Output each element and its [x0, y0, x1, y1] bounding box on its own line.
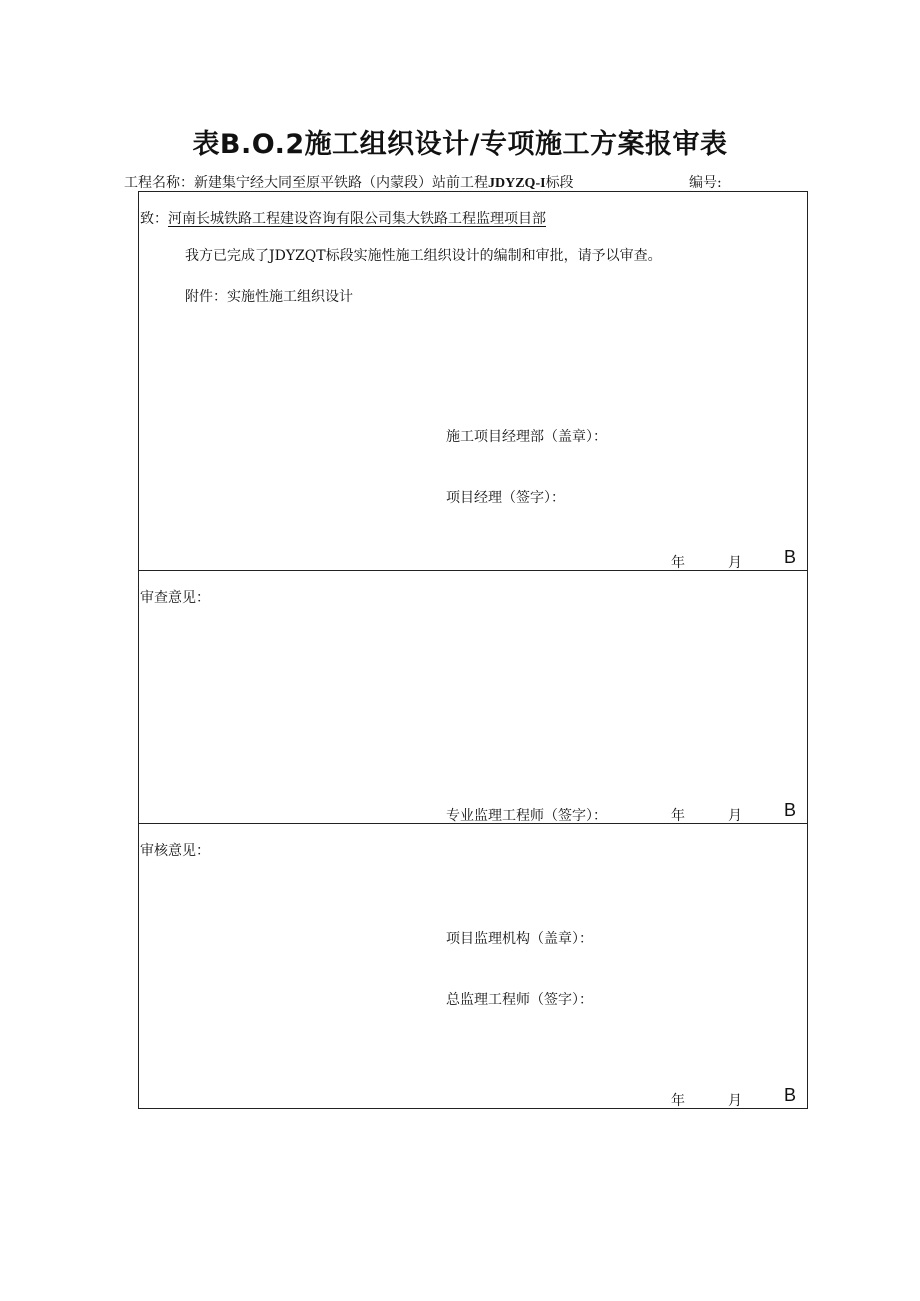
recipient-label: 致：	[140, 211, 168, 227]
project-name-suffix: 标段	[545, 175, 574, 191]
engineer-sign-label: 专业监理工程师（签字）：	[446, 808, 607, 824]
approval-form-table	[138, 191, 808, 1109]
project-name: 新建集宁经大同至原平铁路（内蒙段）站前工程	[194, 175, 488, 191]
org-seal-label: 项目监理机构（盖章）：	[446, 931, 593, 947]
page-title: 表B.O.2施工组织设计/专项施工方案报审表	[192, 129, 728, 160]
audit-opinion-label: 审核意见：	[140, 843, 210, 859]
date-year: 年	[671, 1093, 685, 1109]
manager-sign-label: 项目经理（签字）：	[446, 490, 565, 506]
serial-number-label: 编号:	[689, 175, 722, 191]
date-day: B	[784, 1085, 797, 1105]
dept-seal-label: 施工项目经理部（盖章）：	[446, 429, 607, 445]
audit-section	[139, 824, 807, 1108]
attachment-text: 附件：实施性施工组织设计	[185, 289, 353, 305]
recipient-org: 河南长城铁路工程建设咨询有限公司集大铁路工程监理项目部	[168, 211, 546, 227]
review-section	[139, 571, 807, 824]
review-opinion-label: 审查意见：	[140, 590, 210, 606]
submission-body-text: 我方已完成了JDYZQT标段实施性施工组织设计的编制和审批，请予以审查。	[185, 248, 662, 264]
date-year: 年	[671, 808, 685, 824]
project-label: 工程名称：	[124, 175, 194, 191]
date-year: 年	[671, 555, 685, 571]
project-code: JDYZQ-I	[488, 176, 546, 191]
date-day: B	[784, 547, 797, 567]
submission-section	[139, 192, 807, 571]
project-name-line	[124, 172, 574, 192]
date-month: 月	[728, 1093, 742, 1109]
chief-sign-label: 总监理工程师（签字）：	[446, 992, 593, 1008]
date-month: 月	[728, 808, 742, 824]
date-month: 月	[728, 555, 742, 571]
date-day: B	[784, 800, 797, 820]
recipient-line	[140, 208, 546, 228]
